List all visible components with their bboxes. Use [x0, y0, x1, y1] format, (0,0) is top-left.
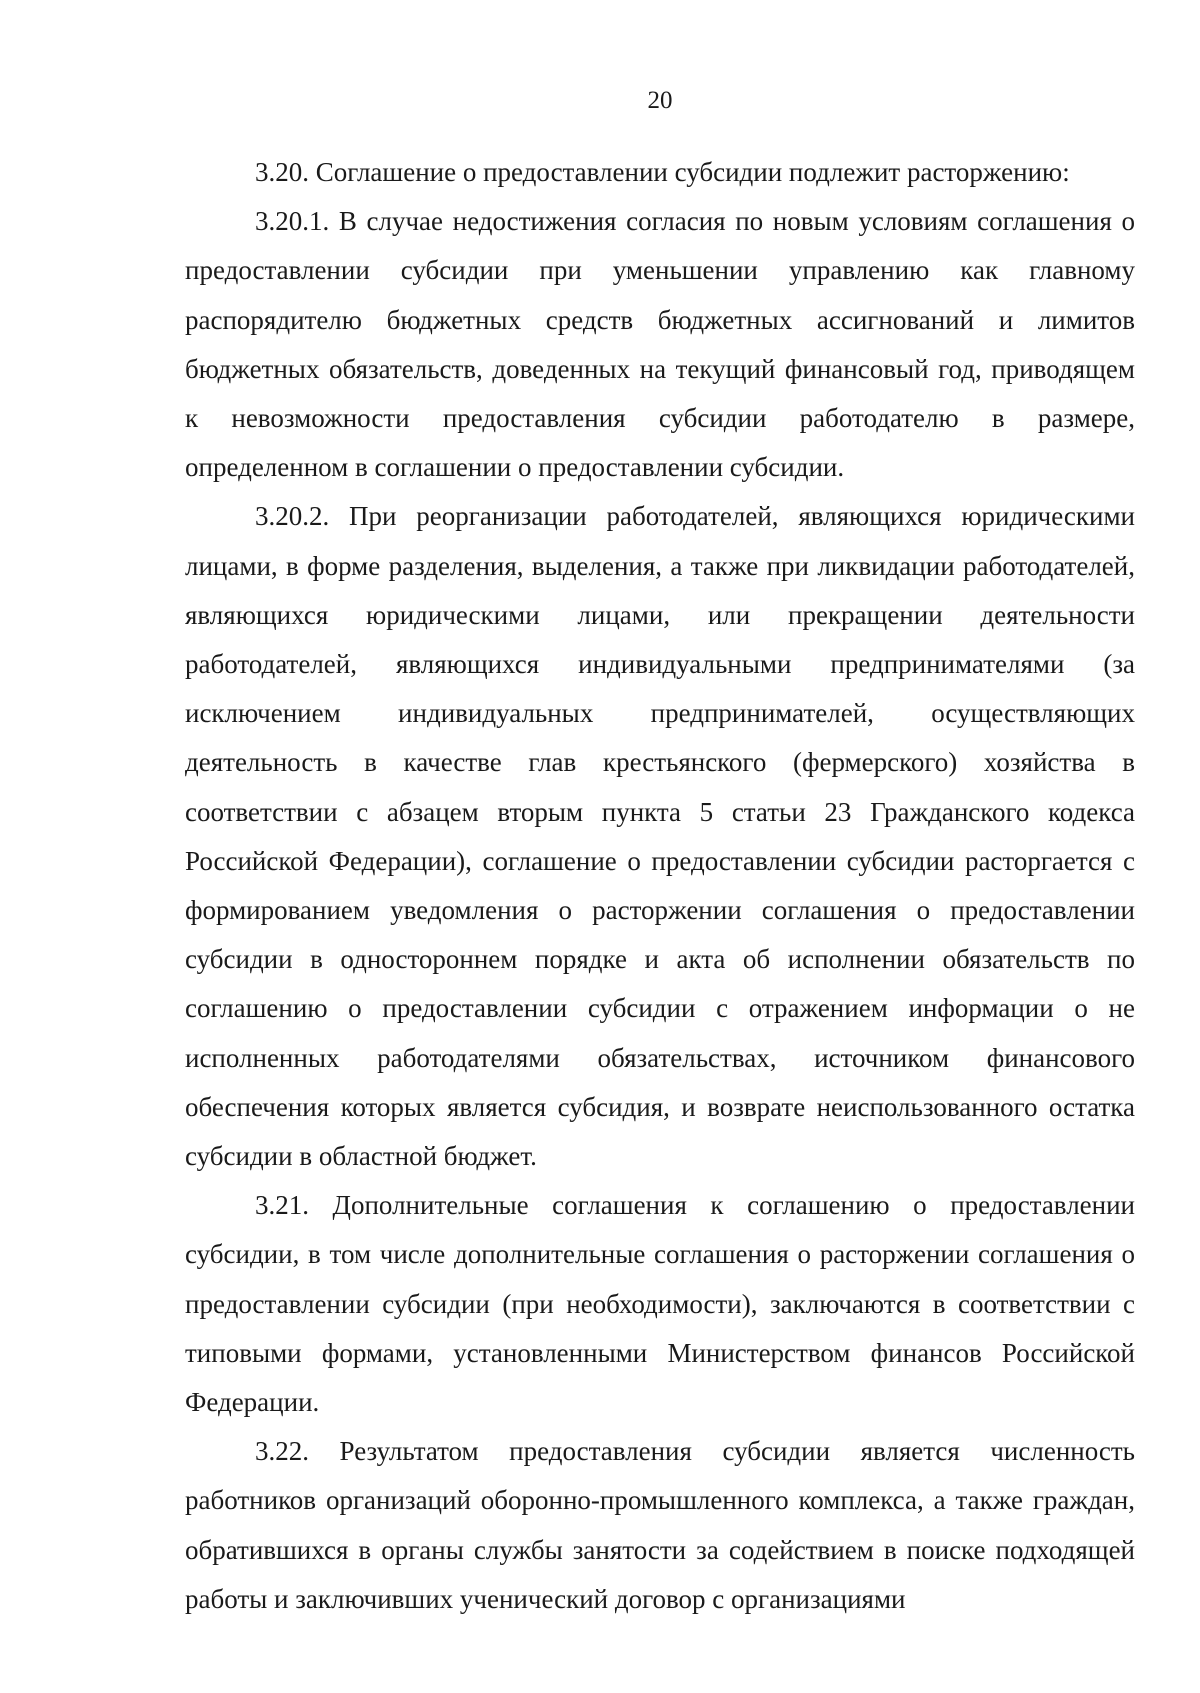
paragraph-3-22: 3.22. Результатом предоставления субсидии является численность работников организаций оборонно-промышленного комплекса, а также граждан, обратившихся в органы службы занятости за содействием в поиске подходящей работы и заключивших ученический договор с организациями: [185, 1436, 1135, 1614]
document-body: [185, 148, 1135, 1624]
paragraph-3-20-1: 3.20.1. В случае недостижения согласия по новым условиям соглашения о предоставлении субсидии при уменьшении управлению как главному распорядителю бюджетных средств бюджетных ассигнований и лимитов бюджетных обязательств, доведенных на текущий финансовый год, приводящем к невозможности предоставления субсидии работодателю в размере, определенном в соглашении о предоставлении субсидии.: [185, 206, 1135, 483]
paragraph-3-20-2: 3.20.2. При реорганизации работодателей, являющихся юридическими лицами, в форме разделения, выделения, а также при ликвидации работодателей, являющихся юридическими лицами, или прекращении деятельности работодателей, являющихся индивидуальными предпринимателями (за исключением индивидуальных предпринимателей, осуществляющих деятельность в качестве глав крестьянского (фермерского) хозяйства в соответствии с абзацем вторым пункта 5 статьи 23 Гражданского кодекса Российской Федерации), соглашение о предоставлении субсидии расторгается с формированием уведомления о расторжении соглашения о предоставлении субсидии в одностороннем порядке и акта об исполнении обязательств по соглашению о предоставлении субсидии с отражением информации о не исполненных работодателями обязательствах, источником финансового обеспечения которых является субсидия, и возврате неиспользованного остатка субсидии в областной бюджет.: [185, 501, 1135, 1172]
paragraph-3-20: 3.20. Соглашение о предоставлении субсидии подлежит расторжению:: [255, 157, 1070, 187]
page-number: 20: [647, 87, 673, 114]
paragraph-3-21: 3.21. Дополнительные соглашения к соглашению о предоставлении субсидии, в том числе дополнительные соглашения о расторжении соглашения о предоставлении субсидии (при необходимости), заключаются в соответствии с типовыми формами, установленными Министерством финансов Российской Федерации.: [185, 1190, 1135, 1418]
